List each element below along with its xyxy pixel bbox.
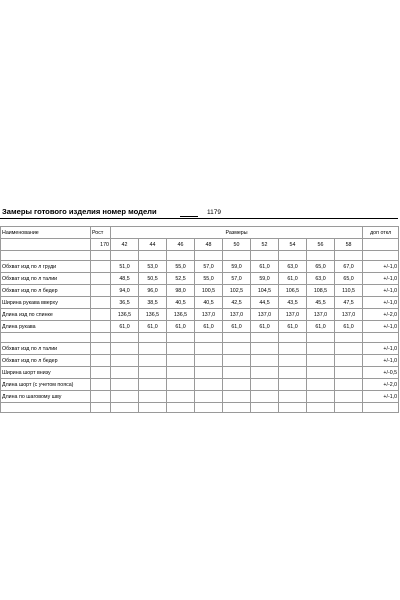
header-tolerance: доп откл [363,227,399,239]
empty-cell [363,251,399,261]
row-name: Обхват изд по л груди [1,261,91,273]
size-cell: 48 [195,239,223,251]
row-name: Длина рукава [1,321,91,333]
empty-cell [279,367,307,379]
tolerance-cell: +/-1,0 [363,391,399,403]
row-name: Ширина рукава вверху [1,297,91,309]
empty-cell [279,333,307,343]
empty-cell [223,367,251,379]
value-cell: 57,0 [195,261,223,273]
value-cell: 110,5 [335,285,363,297]
empty-cell [195,403,223,413]
value-cell: 40,5 [167,297,195,309]
empty-cell [91,379,111,391]
measurement-row [1,367,399,379]
tolerance-cell: +/-1,0 [363,355,399,367]
value-cell: 44,5 [251,297,279,309]
value-cell: 61,0 [251,261,279,273]
empty-cell [139,333,167,343]
empty-cell [1,251,91,261]
value-cell: 108,5 [307,285,335,297]
measurement-row [1,379,399,391]
empty-cell [111,379,139,391]
row-name: Длина по шаговому шву [1,391,91,403]
measurements-table [0,226,399,413]
value-cell: 61,0 [167,321,195,333]
size-cell: 50 [223,239,251,251]
empty-cell [307,379,335,391]
size-cell: 42 [111,239,139,251]
row-name: Обхват изд по л талии [1,343,91,355]
empty-cell [167,403,195,413]
empty-cell [111,367,139,379]
value-cell: 61,0 [111,321,139,333]
empty-cell [139,403,167,413]
tolerance-cell: +/-1,0 [363,321,399,333]
value-cell: 40,5 [195,297,223,309]
empty-cell [91,273,111,285]
tolerance-cell: +/-2,0 [363,379,399,391]
empty-cell [139,251,167,261]
empty-cell [111,403,139,413]
value-cell: 36,5 [111,297,139,309]
value-cell: 137,0 [223,309,251,321]
empty-cell [335,367,363,379]
empty-cell [195,251,223,261]
empty-cell [195,355,223,367]
value-cell: 67,0 [335,261,363,273]
value-cell: 55,0 [195,273,223,285]
empty-cell [279,343,307,355]
measurement-row [1,343,399,355]
empty-cell [307,367,335,379]
empty-cell [307,355,335,367]
tolerance-cell: +/-0,5 [363,367,399,379]
blank-row [1,333,399,343]
header-row-2 [1,239,399,251]
row-name: Обхват изд по л бедер [1,285,91,297]
tolerance-cell: +/-1,0 [363,273,399,285]
size-cell: 44 [139,239,167,251]
empty-cell [91,309,111,321]
value-cell: 61,0 [307,321,335,333]
value-cell: 59,0 [251,273,279,285]
empty-cell [251,391,279,403]
top-border [0,218,398,219]
tolerance-cell: +/-2,0 [363,309,399,321]
blank-row [1,251,399,261]
empty-cell [223,391,251,403]
empty-cell [223,343,251,355]
empty-cell [167,333,195,343]
empty-cell [1,403,91,413]
empty-cell [223,403,251,413]
value-cell: 61,0 [139,321,167,333]
empty-cell [111,391,139,403]
empty-cell [139,391,167,403]
empty-cell [139,343,167,355]
empty-cell [335,403,363,413]
empty-cell [167,355,195,367]
row-name: Длина изд по спинке [1,309,91,321]
empty-cell [195,391,223,403]
row-name: Обхват изд по л талии [1,273,91,285]
measurement-row [1,321,399,333]
empty-cell [167,251,195,261]
empty-cell [279,379,307,391]
empty-cell [307,391,335,403]
empty-cell [195,343,223,355]
value-cell: 51,0 [111,261,139,273]
empty-cell [91,321,111,333]
empty-cell [91,251,111,261]
value-cell: 136,5 [167,309,195,321]
value-cell: 50,5 [139,273,167,285]
value-cell: 52,5 [167,273,195,285]
empty-cell [111,333,139,343]
empty-cell [91,261,111,273]
value-cell: 61,0 [223,321,251,333]
empty-cell [363,403,399,413]
value-cell: 65,0 [335,273,363,285]
size-cell: 56 [307,239,335,251]
value-cell: 104,5 [251,285,279,297]
empty-cell [307,343,335,355]
empty-cell [91,391,111,403]
empty-cell [91,333,111,343]
value-cell: 55,0 [167,261,195,273]
empty-cell [307,403,335,413]
value-cell: 137,0 [251,309,279,321]
measurement-row [1,297,399,309]
empty-cell [167,391,195,403]
document-title: Замеры готового изделия номер модели [2,207,157,216]
empty-cell [251,367,279,379]
empty-cell [91,297,111,309]
empty-cell [111,355,139,367]
size-cell: 52 [251,239,279,251]
title-underline [180,216,198,217]
empty-cell [335,391,363,403]
empty-cell [335,343,363,355]
empty-cell [307,251,335,261]
empty-cell [335,355,363,367]
empty-cell [111,343,139,355]
empty-cell [91,367,111,379]
empty-cell [251,343,279,355]
empty-cell [139,379,167,391]
value-cell: 47,5 [335,297,363,309]
blank-row [1,403,399,413]
value-cell: 136,5 [139,309,167,321]
empty-cell [91,355,111,367]
empty-cell [139,355,167,367]
value-cell: 106,5 [279,285,307,297]
value-cell: 102,5 [223,285,251,297]
row-name: Ширина шорт внизу [1,367,91,379]
empty-cell [251,333,279,343]
header-empty [363,239,399,251]
empty-cell [1,333,91,343]
value-cell: 38,5 [139,297,167,309]
empty-cell [167,367,195,379]
empty-cell [223,251,251,261]
value-cell: 137,0 [279,309,307,321]
value-cell: 61,0 [195,321,223,333]
empty-cell [279,355,307,367]
size-cell: 58 [335,239,363,251]
value-cell: 137,0 [307,309,335,321]
value-cell: 63,0 [279,261,307,273]
value-cell: 137,0 [335,309,363,321]
measurement-row [1,261,399,273]
empty-cell [335,333,363,343]
empty-cell [223,333,251,343]
empty-cell [279,403,307,413]
tolerance-cell: +/-1,0 [363,261,399,273]
empty-cell [195,333,223,343]
empty-cell [279,391,307,403]
empty-cell [195,367,223,379]
value-cell: 100,5 [195,285,223,297]
value-cell: 94,0 [111,285,139,297]
measurement-row [1,285,399,297]
value-cell: 57,0 [223,273,251,285]
header-name: Наименование [1,227,91,239]
value-cell: 63,0 [307,273,335,285]
empty-cell [111,251,139,261]
header-rost: Рост [91,227,111,239]
header-row-1 [1,227,399,239]
empty-cell [167,379,195,391]
measurement-row [1,355,399,367]
tolerance-cell: +/-1,0 [363,297,399,309]
size-cell: 46 [167,239,195,251]
row-name: Длина шорт (с учетом пояса) [1,379,91,391]
empty-cell [91,403,111,413]
value-cell: 61,0 [335,321,363,333]
value-cell: 45,5 [307,297,335,309]
empty-cell [251,355,279,367]
empty-cell [251,379,279,391]
size-cell: 54 [279,239,307,251]
value-cell: 61,0 [279,273,307,285]
empty-cell [335,379,363,391]
measurement-row [1,309,399,321]
row-name: Обхват изд по л бедер [1,355,91,367]
empty-cell [335,251,363,261]
header-rost-value: 170 [91,239,111,251]
tolerance-cell: +/-1,0 [363,285,399,297]
empty-cell [223,379,251,391]
value-cell: 137,0 [195,309,223,321]
empty-cell [223,355,251,367]
tolerance-cell: +/-1,0 [363,343,399,355]
empty-cell [167,343,195,355]
value-cell: 42,5 [223,297,251,309]
empty-cell [139,367,167,379]
value-cell: 61,0 [251,321,279,333]
empty-cell [251,251,279,261]
empty-cell [251,403,279,413]
empty-cell [195,379,223,391]
empty-cell [279,251,307,261]
value-cell: 98,0 [167,285,195,297]
empty-cell [307,333,335,343]
value-cell: 65,0 [307,261,335,273]
measurement-row [1,273,399,285]
value-cell: 96,0 [139,285,167,297]
empty-cell [91,343,111,355]
value-cell: 136,5 [111,309,139,321]
value-cell: 59,0 [223,261,251,273]
header-sizes-label: Размеры [111,227,363,239]
value-cell: 43,5 [279,297,307,309]
header-empty [1,239,91,251]
measurement-row [1,391,399,403]
value-cell: 61,0 [279,321,307,333]
empty-cell [91,285,111,297]
empty-cell [363,333,399,343]
model-number: 1179 [207,209,221,216]
value-cell: 53,0 [139,261,167,273]
value-cell: 48,5 [111,273,139,285]
